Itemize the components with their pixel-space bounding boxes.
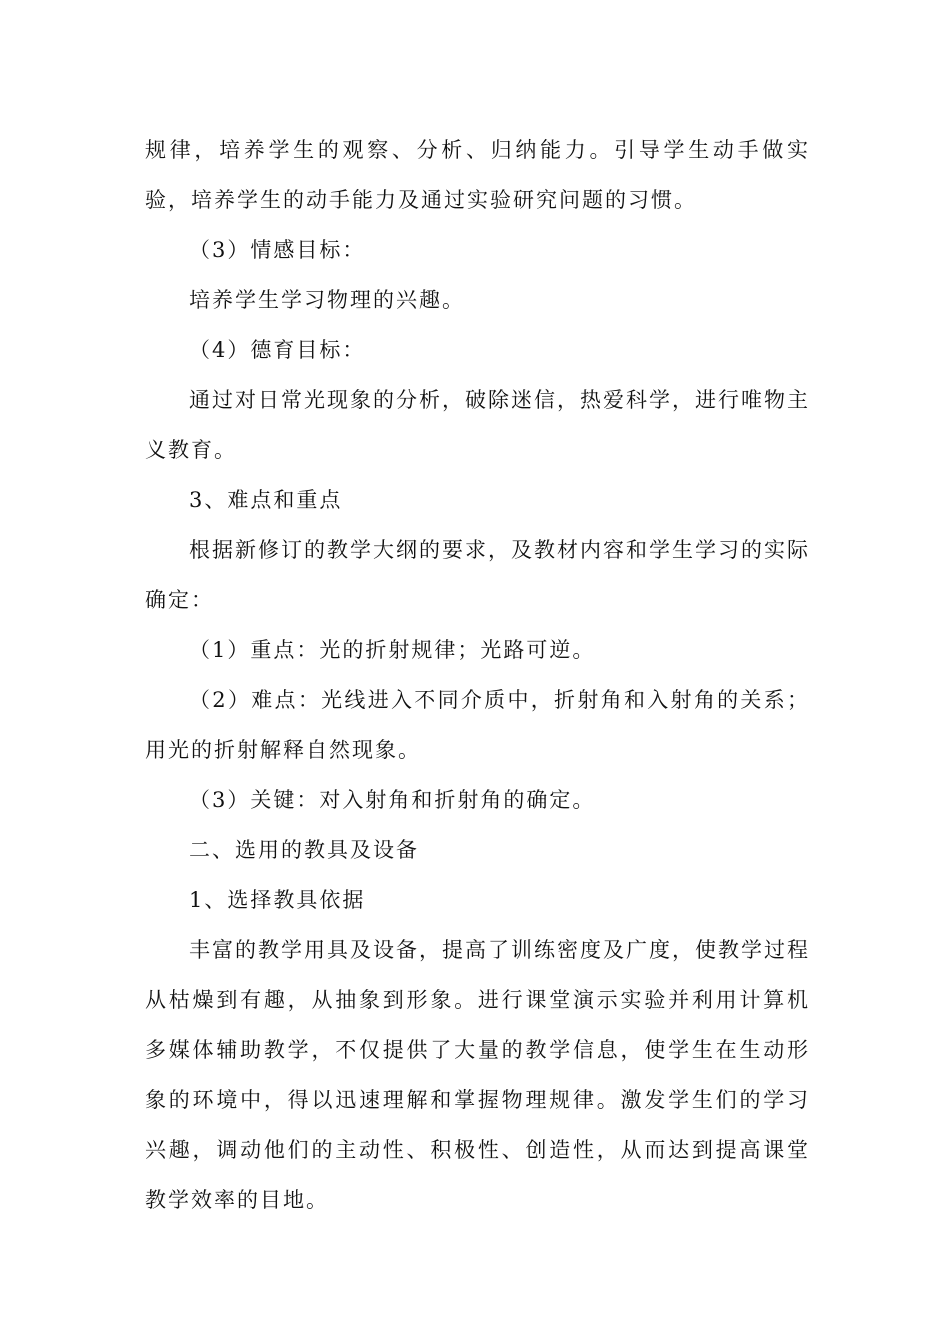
subsection-heading-tool-basis: 1、选择教具依据 xyxy=(189,888,366,912)
document-body xyxy=(145,125,810,1225)
paragraph-3: 培养学生学习物理的兴趣。 xyxy=(189,288,465,312)
paragraph-9: （2）难点：光线进入不同介质中，折射角和入射角的关系；用光的折射解释自然现象。 xyxy=(145,688,810,762)
paragraph-2: （3）情感目标： xyxy=(189,238,366,262)
paragraph-10: （3）关键：对入射角和折射角的确定。 xyxy=(189,788,596,812)
paragraph-13: 丰富的教学用具及设备，提高了训练密度及广度，使教学过程从枯燥到有趣，从抽象到形象。进行课堂演示实验并利用计算机多媒体辅助教学，不仅提供了大量的教学信息，使学生在生动形象的环境中，得以迅速理解和掌握物理规律。激发学生们的学习兴趣，调动他们的主动性、积极性、创造性，从而达到提高课堂教学效率的目地。 xyxy=(145,938,810,1212)
section-heading-difficulty-focus: 3、难点和重点 xyxy=(189,488,343,512)
section-heading-teaching-tools: 二、选用的教具及设备 xyxy=(189,838,419,862)
paragraph-8: （1）重点：光的折射规律；光路可逆。 xyxy=(189,638,596,662)
paragraph-7: 根据新修订的教学大纲的要求，及教材内容和学生学习的实际确定： xyxy=(145,538,810,612)
paragraph-5: 通过对日常光现象的分析，破除迷信，热爱科学，进行唯物主义教育。 xyxy=(145,388,810,462)
paragraph-4: （4）德育目标： xyxy=(189,338,366,362)
paragraph-1: 规律，培养学生的观察、分析、归纳能力。引导学生动手做实验，培养学生的动手能力及通过实验研究问题的习惯。 xyxy=(145,138,810,212)
